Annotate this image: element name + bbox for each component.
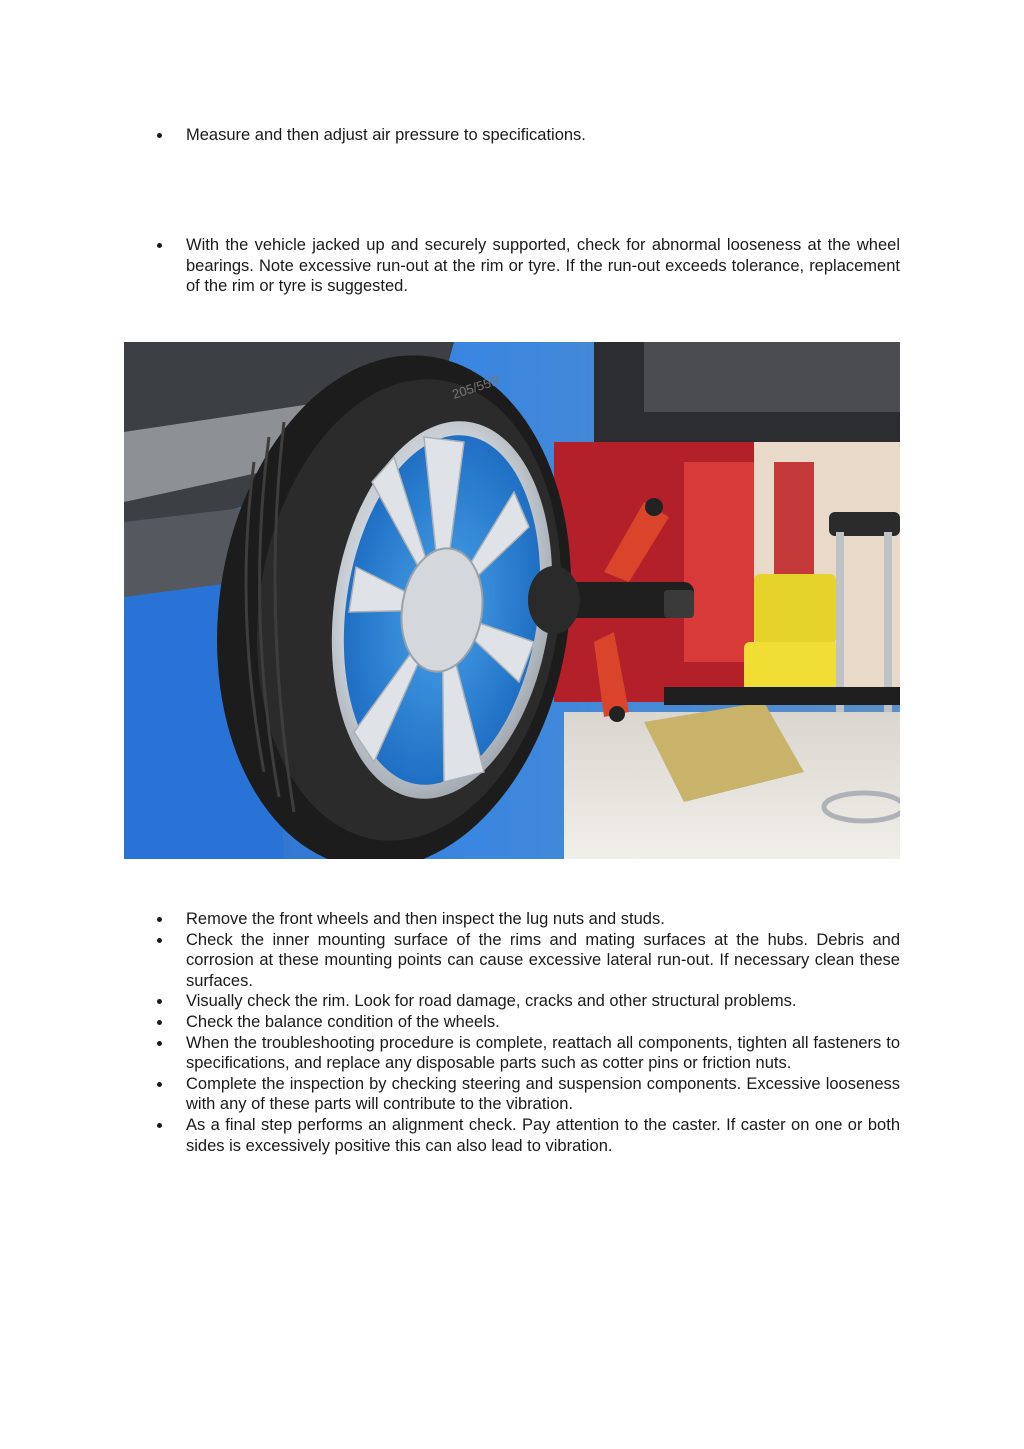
- wheel-balancer-photo: [124, 342, 900, 859]
- tire-marking: 205/55R: [450, 372, 502, 402]
- list-item: Measure and then adjust air pressure to specifications.: [150, 125, 900, 146]
- list-item: Complete the inspection by checking steering and suspension components. Excessive looseness with any of these parts will contribute to the vibration.: [150, 1074, 900, 1115]
- list-item: Visually check the rim. Look for road damage, cracks and other structural problems.: [150, 991, 900, 1012]
- list-item: With the vehicle jacked up and securely supported, check for abnormal looseness at the wheel bearings. Note excessive run-out at the rim or tyre. If the run-out exceeds tolerance, replacement of the rim or tyre is suggested.: [150, 235, 900, 297]
- bullet-list-wheel-bearings: [150, 235, 900, 297]
- list-item: When the troubleshooting procedure is complete, reattach all components, tighten all fasteners to specifications, and replace any disposable parts such as cotter pins or friction nuts.: [150, 1033, 900, 1074]
- list-item: Check the balance condition of the wheels.: [150, 1012, 900, 1033]
- list-item: Check the inner mounting surface of the rims and mating surfaces at the hubs. Debris and corrosion at these mounting points can cause excessive lateral run-out. If necessary clean these surfaces.: [150, 930, 900, 992]
- list-item: Remove the front wheels and then inspect the lug nuts and studs.: [150, 909, 900, 930]
- bullet-list-inspection-steps: [150, 909, 900, 1156]
- bullet-list-air-pressure: [150, 125, 900, 146]
- list-item: As a final step performs an alignment check. Pay attention to the caster. If caster on one or both sides is excessively positive this can also lead to vibration.: [150, 1115, 900, 1156]
